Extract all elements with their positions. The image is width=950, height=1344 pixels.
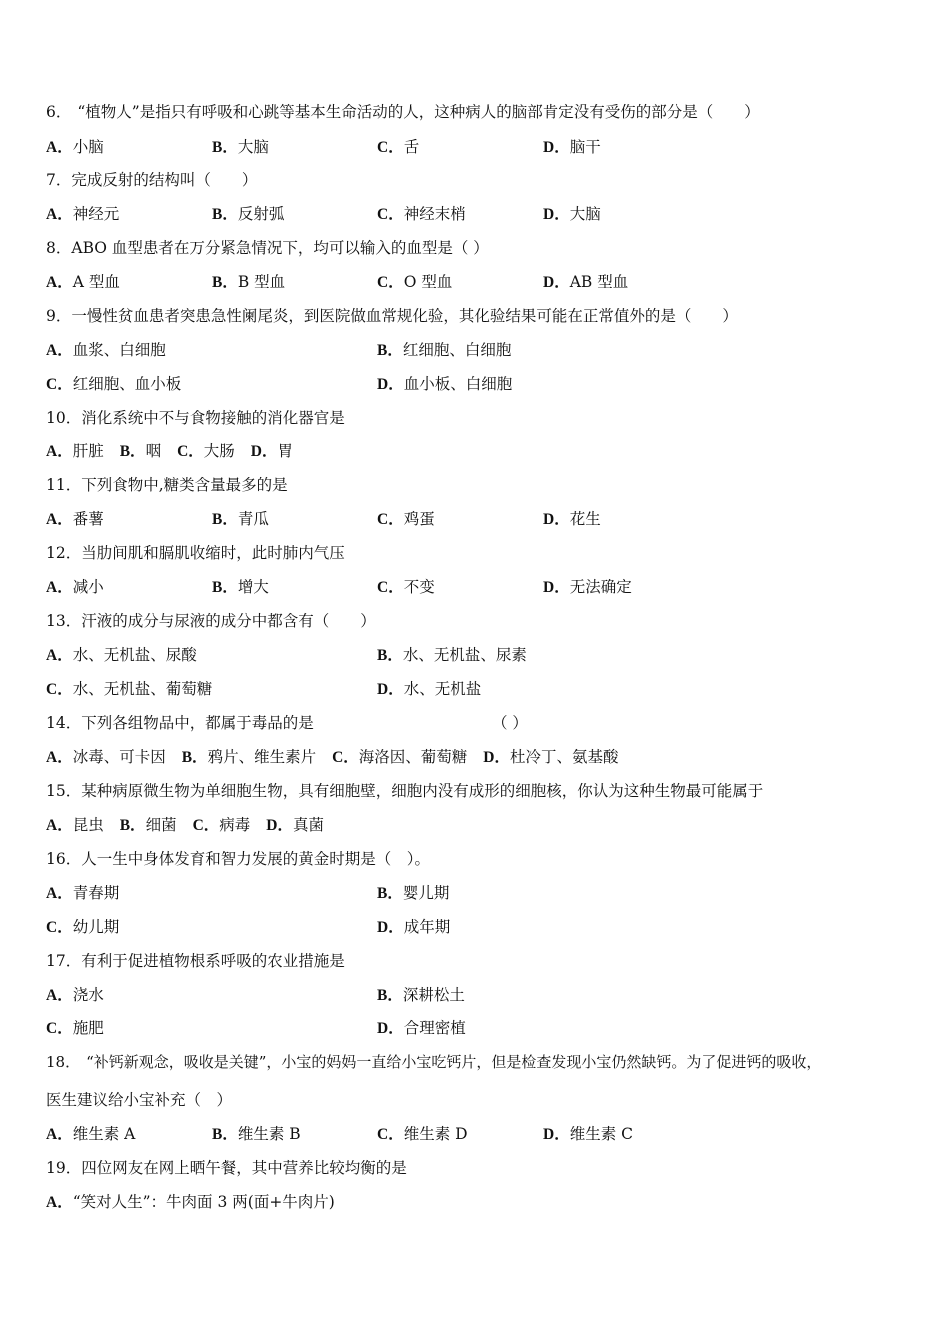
option-c[interactable]: C．不变: [377, 578, 435, 596]
option-d[interactable]: D．水、无机盐: [377, 680, 482, 698]
question-text: 下列各组物品中，都属于毒品的是: [81, 714, 314, 732]
option-d[interactable]: D．脑干: [543, 138, 601, 156]
option-a[interactable]: A．冰毒、可卡因: [46, 748, 166, 766]
question-text: 下列食物中,糖类含量最多的是: [81, 476, 288, 494]
question-text-continued: 医生建议给小宝补充（ ）: [46, 1091, 233, 1109]
question-text: 当肋间肌和膈肌收缩时，此时肺内气压: [81, 544, 345, 562]
option-a[interactable]: A．番薯: [46, 510, 104, 528]
option-b[interactable]: B．红细胞、白细胞: [377, 341, 512, 359]
option-c[interactable]: C．幼儿期: [46, 918, 120, 936]
question-text: 一慢性贫血患者突患急性阑尾炎，到医院做血常规化验，其化验结果可能在正常值外的是（ ）: [71, 307, 738, 325]
option-a[interactable]: A．水、无机盐、尿酸: [46, 646, 197, 664]
question-10: [46, 408, 345, 428]
option-d[interactable]: D．无法确定: [543, 578, 632, 596]
option-c[interactable]: C．水、无机盐、葡萄糖: [46, 680, 213, 698]
question-number: 17．: [46, 952, 82, 970]
question-17: [46, 951, 345, 971]
option-a[interactable]: A．维生素 A: [46, 1125, 136, 1143]
question-6: [46, 102, 760, 122]
question-text: 某种病原微生物为单细胞生物，具有细胞壁，细胞内没有成形的细胞核，你认为这种生物最可能属于: [81, 782, 764, 800]
option-b[interactable]: B．维生素 B: [212, 1125, 301, 1143]
option-d[interactable]: D．真菌: [266, 816, 325, 834]
option-b[interactable]: B．B 型血: [212, 273, 286, 291]
option-d[interactable]: D．花生: [543, 510, 601, 528]
question-13: [46, 611, 376, 631]
option-b[interactable]: B．深耕松土: [377, 986, 465, 1004]
option-d[interactable]: D．AB 型血: [543, 273, 629, 291]
option-a[interactable]: A．“笑对人生”：牛肉面 3 两(面+牛肉片): [46, 1193, 335, 1211]
option-a[interactable]: A．肝脏: [46, 442, 104, 460]
option-d[interactable]: D．成年期: [377, 918, 451, 936]
question-number: 16．: [46, 850, 82, 868]
question-number: 18．: [46, 1053, 81, 1071]
option-b[interactable]: B．增大: [212, 578, 269, 596]
options-14: [46, 747, 619, 768]
option-d[interactable]: D．大脑: [543, 205, 601, 223]
option-c[interactable]: C．海洛因、葡萄糖: [332, 748, 468, 766]
option-d[interactable]: D．维生素 C: [543, 1125, 633, 1143]
option-b[interactable]: B．青瓜: [212, 510, 269, 528]
question-text: 完成反射的结构叫（ ）: [71, 171, 258, 189]
options-15: [46, 815, 324, 836]
option-a[interactable]: A．昆虫: [46, 816, 104, 834]
question-number: 8．: [46, 239, 72, 257]
question-text: 四位网友在网上晒午餐，其中营养比较均衡的是: [81, 1159, 407, 1177]
option-c[interactable]: C．病毒: [192, 816, 251, 834]
question-number: 14．: [46, 714, 82, 732]
option-d[interactable]: D．胃: [250, 442, 294, 460]
option-a[interactable]: A．小脑: [46, 138, 104, 156]
question-number: 13．: [46, 612, 82, 630]
option-a[interactable]: A．A 型血: [46, 273, 120, 291]
option-b[interactable]: B．水、无机盐、尿素: [377, 646, 527, 664]
question-text: ABO 血型患者在万分紧急情况下，均可以输入的血型是（ ）: [71, 239, 489, 257]
question-11: [46, 475, 288, 495]
question-7: [46, 170, 257, 190]
question-text: “补钙新观念，吸收是关键”，小宝的妈妈一直给小宝吃钙片，但是检查发现小宝仍然缺钙。为了促进钙的吸收，: [86, 1053, 822, 1071]
option-c[interactable]: C．神经末梢: [377, 205, 466, 223]
option-c[interactable]: C．红细胞、血小板: [46, 375, 182, 393]
question-text: 人一生中身体发育和智力发展的黄金时期是（ ）。: [81, 850, 430, 868]
question-text: 消化系统中不与食物接触的消化器官是: [81, 409, 345, 427]
option-a[interactable]: A．神经元: [46, 205, 120, 223]
question-text: 汗液的成分与尿液的成分中都含有（ ）: [81, 612, 376, 630]
question-number: 11．: [46, 476, 82, 494]
question-8: [46, 238, 489, 258]
option-c[interactable]: C．舌: [377, 138, 420, 156]
question-number: 15．: [46, 782, 82, 800]
question-number: 7．: [46, 171, 72, 189]
option-a[interactable]: A．青春期: [46, 884, 120, 902]
option-b[interactable]: B．咽: [119, 442, 162, 460]
option-d[interactable]: D．合理密植: [377, 1019, 466, 1037]
question-9: [46, 306, 738, 326]
option-c[interactable]: C．O 型血: [377, 273, 453, 291]
question-text: “植物人”是指只有呼吸和心跳等基本生命活动的人，这种病人的脑部肯定没有受伤的部分是（ ）: [77, 103, 760, 121]
question-16: [46, 849, 430, 869]
option-a[interactable]: A．减小: [46, 578, 104, 596]
option-c[interactable]: C．维生素 D: [377, 1125, 468, 1143]
option-a[interactable]: A．浇水: [46, 986, 104, 1004]
option-c[interactable]: C．大肠: [177, 442, 235, 460]
question-18: [46, 1052, 821, 1072]
question-15: [46, 781, 763, 801]
option-c[interactable]: C．施肥: [46, 1019, 104, 1037]
option-b[interactable]: B．婴儿期: [377, 884, 450, 902]
option-d[interactable]: D．杜冷丁、氨基酸: [483, 748, 619, 766]
option-c[interactable]: C．鸡蛋: [377, 510, 435, 528]
question-14: [46, 713, 566, 733]
answer-paren: （ ）: [492, 714, 528, 732]
question-number: 10．: [46, 409, 82, 427]
option-b[interactable]: B．鸦片、维生素片: [181, 748, 317, 766]
option-a[interactable]: A．血浆、白细胞: [46, 341, 166, 359]
question-number: 12．: [46, 544, 82, 562]
question-number: 9．: [46, 307, 72, 325]
question-18-line2: [46, 1090, 232, 1110]
option-b[interactable]: B．细菌: [119, 816, 177, 834]
option-b[interactable]: B．反射弧: [212, 205, 285, 223]
question-19: [46, 1158, 407, 1178]
question-number: 19．: [46, 1159, 82, 1177]
option-b[interactable]: B．大脑: [212, 138, 269, 156]
option-d[interactable]: D．血小板、白细胞: [377, 375, 513, 393]
question-12: [46, 543, 345, 563]
question-text: 有利于促进植物根系呼吸的农业措施是: [81, 952, 345, 970]
options-10: [46, 441, 293, 462]
question-number: 6．: [46, 103, 72, 121]
